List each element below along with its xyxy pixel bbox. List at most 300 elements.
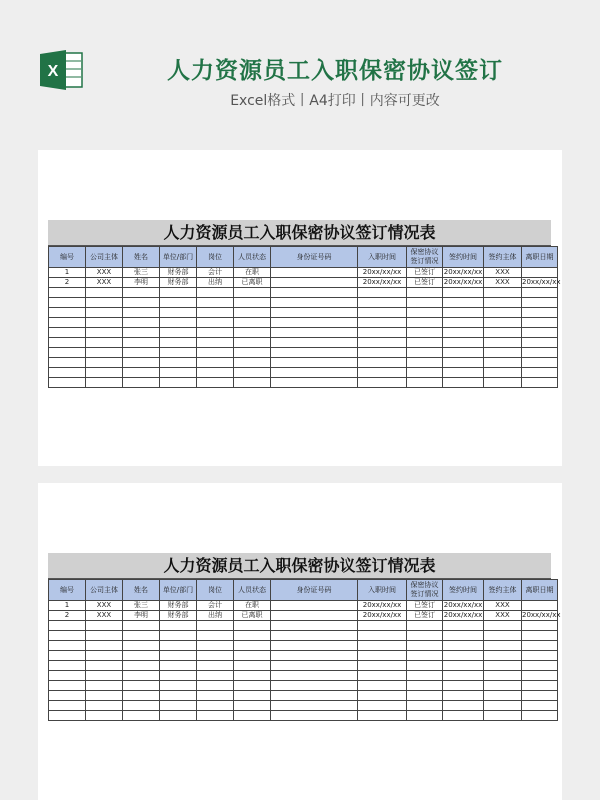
table-cell	[522, 328, 558, 338]
excel-icon	[40, 50, 84, 90]
table-cell	[271, 268, 358, 278]
table-cell	[234, 631, 271, 641]
table-cell	[484, 631, 522, 641]
table-cell: 20xx/xx/xx	[358, 611, 407, 621]
table-cell	[86, 631, 123, 641]
table-cell	[197, 681, 234, 691]
table-row-empty	[49, 368, 558, 378]
table-cell	[443, 338, 484, 348]
table-cell	[522, 368, 558, 378]
table-row-empty	[49, 338, 558, 348]
table-cell	[271, 358, 358, 368]
table-cell	[522, 338, 558, 348]
table-cell	[407, 368, 443, 378]
table-cell	[160, 621, 197, 631]
table-cell	[407, 348, 443, 358]
table-cell	[197, 288, 234, 298]
table-cell	[271, 621, 358, 631]
table-cell	[522, 691, 558, 701]
column-header: 单位/部门	[160, 580, 197, 601]
table-cell	[234, 621, 271, 631]
table-cell	[484, 338, 522, 348]
table-cell	[443, 348, 484, 358]
column-header: 签约主体	[484, 580, 522, 601]
table-cell	[407, 631, 443, 641]
table-cell	[160, 368, 197, 378]
table-cell	[160, 641, 197, 651]
table-cell	[443, 378, 484, 388]
table-cell	[271, 601, 358, 611]
table-cell	[358, 298, 407, 308]
table-cell	[271, 378, 358, 388]
table-cell	[271, 278, 358, 288]
column-header: 入职时间	[358, 580, 407, 601]
table-cell	[443, 621, 484, 631]
table-cell	[271, 651, 358, 661]
table-cell: 1	[49, 268, 86, 278]
table-cell	[234, 288, 271, 298]
table-cell	[522, 621, 558, 631]
table-cell	[484, 671, 522, 681]
agreement-table	[48, 579, 561, 721]
table-cell	[484, 621, 522, 631]
table-row-empty	[49, 711, 558, 721]
table-cell	[234, 368, 271, 378]
table-row	[49, 278, 558, 288]
table-cell	[522, 711, 558, 721]
table-cell: 1	[49, 601, 86, 611]
table-cell	[197, 711, 234, 721]
table-cell	[197, 621, 234, 631]
table-row-empty	[49, 651, 558, 661]
table-cell	[522, 348, 558, 358]
table-cell	[522, 661, 558, 671]
page-header	[0, 0, 600, 150]
table-cell	[522, 631, 558, 641]
table-cell	[197, 691, 234, 701]
table-row-empty	[49, 328, 558, 338]
table-cell: 已签订	[407, 601, 443, 611]
table-cell	[123, 348, 160, 358]
table-cell	[271, 318, 358, 328]
table-cell	[49, 358, 86, 368]
table-row-empty	[49, 691, 558, 701]
table-cell	[49, 298, 86, 308]
table-cell	[234, 318, 271, 328]
table-header-row	[49, 580, 558, 601]
table-cell	[234, 378, 271, 388]
table-cell: 2	[49, 278, 86, 288]
table-cell	[197, 338, 234, 348]
table-cell	[522, 318, 558, 328]
table-cell	[443, 671, 484, 681]
table-cell	[123, 288, 160, 298]
table-cell: 20xx/xx/xx	[443, 278, 483, 286]
table-cell	[123, 358, 160, 368]
table-cell	[443, 651, 484, 661]
table-cell	[234, 671, 271, 681]
table-cell	[271, 681, 358, 691]
table-cell	[49, 631, 86, 641]
agreement-table	[48, 246, 561, 388]
column-header: 公司主体	[86, 580, 123, 601]
table-cell	[522, 378, 558, 388]
table-row	[49, 601, 558, 611]
table-cell	[86, 621, 123, 631]
table-cell	[160, 328, 197, 338]
table-cell	[197, 308, 234, 318]
table-cell	[407, 358, 443, 368]
column-header: 公司主体	[86, 247, 123, 268]
table-cell	[49, 661, 86, 671]
table-cell	[49, 641, 86, 651]
table-cell	[86, 671, 123, 681]
table-cell	[234, 338, 271, 348]
table-cell	[407, 651, 443, 661]
column-header: 身份证号码	[271, 580, 358, 601]
table-cell	[522, 288, 558, 298]
table-cell	[123, 298, 160, 308]
table-cell	[443, 681, 484, 691]
table-cell: XXX	[484, 601, 522, 611]
table-cell: 20xx/xx/xx	[358, 601, 407, 611]
table-cell	[358, 641, 407, 651]
table-cell	[160, 318, 197, 328]
table-row-empty	[49, 661, 558, 671]
table-cell	[123, 328, 160, 338]
table-cell	[443, 641, 484, 651]
table-cell	[484, 661, 522, 671]
table-cell	[123, 661, 160, 671]
table-cell	[197, 368, 234, 378]
table-cell	[443, 368, 484, 378]
table-cell: XXX	[484, 278, 522, 288]
table-cell	[522, 268, 558, 278]
table-cell	[522, 671, 558, 681]
table-row	[49, 268, 558, 278]
table-cell	[358, 348, 407, 358]
table-cell	[86, 328, 123, 338]
table-cell	[160, 671, 197, 681]
table-cell	[443, 661, 484, 671]
table-cell	[484, 298, 522, 308]
table-cell	[443, 701, 484, 711]
column-header: 签约主体	[484, 247, 522, 268]
table-cell	[271, 368, 358, 378]
table-cell: 财务部	[160, 268, 197, 278]
column-header: 签约时间	[443, 580, 484, 601]
table-cell	[443, 631, 484, 641]
table-cell	[484, 318, 522, 328]
table-cell	[358, 318, 407, 328]
table-cell	[484, 691, 522, 701]
table-cell	[160, 631, 197, 641]
column-header: 岗位	[197, 580, 234, 601]
table-cell	[271, 611, 358, 621]
table-cell	[86, 661, 123, 671]
table-cell	[49, 671, 86, 681]
table-cell	[522, 298, 558, 308]
table-cell	[123, 651, 160, 661]
table-cell	[271, 338, 358, 348]
table-cell	[86, 651, 123, 661]
table-cell	[407, 681, 443, 691]
table-cell	[49, 651, 86, 661]
table-cell	[271, 288, 358, 298]
table-row-empty	[49, 348, 558, 358]
table-cell	[197, 318, 234, 328]
table-cell	[407, 298, 443, 308]
table-cell	[271, 701, 358, 711]
table-row-empty	[49, 318, 558, 328]
table-cell: 财务部	[160, 601, 197, 611]
table-cell	[271, 711, 358, 721]
table-cell	[123, 308, 160, 318]
table-cell	[234, 328, 271, 338]
table-cell	[484, 328, 522, 338]
table-cell: 20xx/xx/xx	[522, 611, 561, 619]
table-cell: 20xx/xx/xx	[443, 268, 483, 276]
table-cell	[197, 701, 234, 711]
table-cell	[123, 378, 160, 388]
table-cell: 李明	[123, 278, 160, 288]
table-cell	[522, 358, 558, 368]
table-cell	[443, 711, 484, 721]
table-row-empty	[49, 298, 558, 308]
table-cell	[407, 318, 443, 328]
table-cell: 已签订	[407, 268, 443, 278]
table-cell	[358, 691, 407, 701]
sheet-title: 人力资源员工入职保密协议签订情况表	[48, 220, 551, 246]
table-cell	[407, 308, 443, 318]
table-cell	[197, 378, 234, 388]
table-cell: 在职	[234, 601, 271, 611]
table-cell	[443, 358, 484, 368]
column-header: 姓名	[123, 580, 160, 601]
table-cell	[123, 671, 160, 681]
table-cell	[86, 358, 123, 368]
table-cell	[522, 681, 558, 691]
table-cell	[123, 691, 160, 701]
table-cell	[358, 328, 407, 338]
table-cell	[160, 308, 197, 318]
table-cell	[86, 681, 123, 691]
table-cell	[160, 691, 197, 701]
table-cell: XXX	[86, 278, 123, 288]
table-cell	[197, 631, 234, 641]
column-header: 离职日期	[522, 580, 558, 601]
preview-card-1	[38, 150, 562, 466]
table-cell	[234, 691, 271, 701]
table-cell: XXX	[86, 611, 123, 621]
table-cell	[197, 661, 234, 671]
table-cell: 20xx/xx/xx	[358, 268, 407, 278]
table-cell	[271, 671, 358, 681]
table-cell	[86, 711, 123, 721]
table-cell: 会计	[197, 268, 234, 278]
table-cell	[234, 701, 271, 711]
table-row-empty	[49, 701, 558, 711]
table-cell	[484, 641, 522, 651]
table-row-empty	[49, 308, 558, 318]
table-cell	[522, 641, 558, 651]
table-cell	[358, 378, 407, 388]
spreadsheet-preview	[48, 220, 561, 388]
table-cell	[443, 328, 484, 338]
logo-letter: X	[47, 63, 59, 80]
table-cell	[484, 308, 522, 318]
table-cell	[407, 288, 443, 298]
table-cell	[234, 348, 271, 358]
table-cell	[49, 308, 86, 318]
table-cell	[271, 661, 358, 671]
table-cell: 20xx/xx/xx	[443, 611, 483, 619]
table-cell	[160, 651, 197, 661]
table-row-empty	[49, 378, 558, 388]
table-cell	[358, 368, 407, 378]
table-cell	[49, 621, 86, 631]
table-cell	[123, 701, 160, 711]
table-cell: 已签订	[407, 611, 443, 621]
column-header: 单位/部门	[160, 247, 197, 268]
table-cell	[86, 288, 123, 298]
preview-card-2	[38, 483, 562, 800]
table-cell	[234, 711, 271, 721]
table-cell	[358, 338, 407, 348]
table-cell	[443, 288, 484, 298]
table-cell: 张三	[123, 601, 160, 611]
table-cell	[123, 621, 160, 631]
column-header: 入职时间	[358, 247, 407, 268]
table-cell	[86, 318, 123, 328]
table-cell: XXX	[86, 601, 123, 611]
table-cell	[49, 691, 86, 701]
table-cell	[484, 378, 522, 388]
column-header: 编号	[49, 580, 86, 601]
table-row-empty	[49, 671, 558, 681]
table-cell	[271, 298, 358, 308]
table-cell	[160, 378, 197, 388]
table-cell	[358, 358, 407, 368]
table-cell	[197, 328, 234, 338]
table-cell: 已签订	[407, 278, 443, 288]
table-cell	[123, 338, 160, 348]
table-cell	[484, 368, 522, 378]
column-header: 编号	[49, 247, 86, 268]
sheet-title: 人力资源员工入职保密协议签订情况表	[48, 553, 551, 579]
table-cell	[522, 651, 558, 661]
table-cell	[123, 711, 160, 721]
table-cell	[358, 631, 407, 641]
table-cell	[49, 368, 86, 378]
table-cell: 出纳	[197, 278, 234, 288]
table-cell	[234, 358, 271, 368]
table-cell	[234, 298, 271, 308]
table-cell	[49, 318, 86, 328]
spreadsheet-preview	[48, 553, 561, 721]
table-cell	[522, 601, 558, 611]
table-cell: 20xx/xx/xx	[443, 601, 483, 609]
table-cell	[160, 298, 197, 308]
table-cell	[271, 641, 358, 651]
table-cell	[358, 288, 407, 298]
table-cell	[234, 661, 271, 671]
table-cell: 张三	[123, 268, 160, 278]
table-cell	[49, 701, 86, 711]
table-cell: 李明	[123, 611, 160, 621]
table-cell	[123, 641, 160, 651]
table-cell: 在职	[234, 268, 271, 278]
table-cell	[484, 651, 522, 661]
table-cell	[407, 621, 443, 631]
table-cell: 已离职	[234, 611, 271, 621]
table-cell	[86, 641, 123, 651]
table-cell: XXX	[484, 611, 522, 621]
column-header: 保密协议 签订情况	[407, 580, 443, 601]
table-row-empty	[49, 288, 558, 298]
table-cell: 会计	[197, 601, 234, 611]
table-cell	[86, 368, 123, 378]
table-cell	[443, 691, 484, 701]
table-cell	[484, 348, 522, 358]
table-cell	[123, 681, 160, 691]
table-cell	[49, 348, 86, 358]
table-row	[49, 611, 558, 621]
page-title: 人力资源员工入职保密协议签订	[167, 58, 503, 84]
table-cell	[484, 701, 522, 711]
table-cell	[484, 288, 522, 298]
table-cell	[443, 298, 484, 308]
table-cell	[160, 358, 197, 368]
table-row-empty	[49, 681, 558, 691]
table-cell	[271, 631, 358, 641]
table-cell	[271, 328, 358, 338]
table-cell	[358, 308, 407, 318]
table-cell	[407, 701, 443, 711]
table-cell	[443, 318, 484, 328]
table-cell	[271, 308, 358, 318]
table-cell	[271, 348, 358, 358]
table-cell	[123, 318, 160, 328]
table-row-empty	[49, 631, 558, 641]
table-cell	[358, 711, 407, 721]
table-cell	[49, 328, 86, 338]
table-row-empty	[49, 358, 558, 368]
table-cell	[197, 348, 234, 358]
column-header: 岗位	[197, 247, 234, 268]
table-cell: 20xx/xx/xx	[522, 278, 561, 286]
table-cell	[86, 701, 123, 711]
table-cell	[86, 348, 123, 358]
table-header-row	[49, 247, 558, 268]
table-cell	[234, 681, 271, 691]
table-cell	[197, 298, 234, 308]
table-cell	[407, 661, 443, 671]
table-cell	[358, 681, 407, 691]
table-cell	[522, 701, 558, 711]
table-cell	[86, 338, 123, 348]
table-cell: 财务部	[160, 278, 197, 288]
table-cell	[49, 288, 86, 298]
column-header: 保密协议 签订情况	[407, 247, 443, 268]
table-cell	[86, 308, 123, 318]
table-cell	[358, 661, 407, 671]
table-cell	[484, 711, 522, 721]
table-cell	[407, 378, 443, 388]
table-cell: 已离职	[234, 278, 271, 288]
table-cell	[160, 661, 197, 671]
column-header: 签约时间	[443, 247, 484, 268]
